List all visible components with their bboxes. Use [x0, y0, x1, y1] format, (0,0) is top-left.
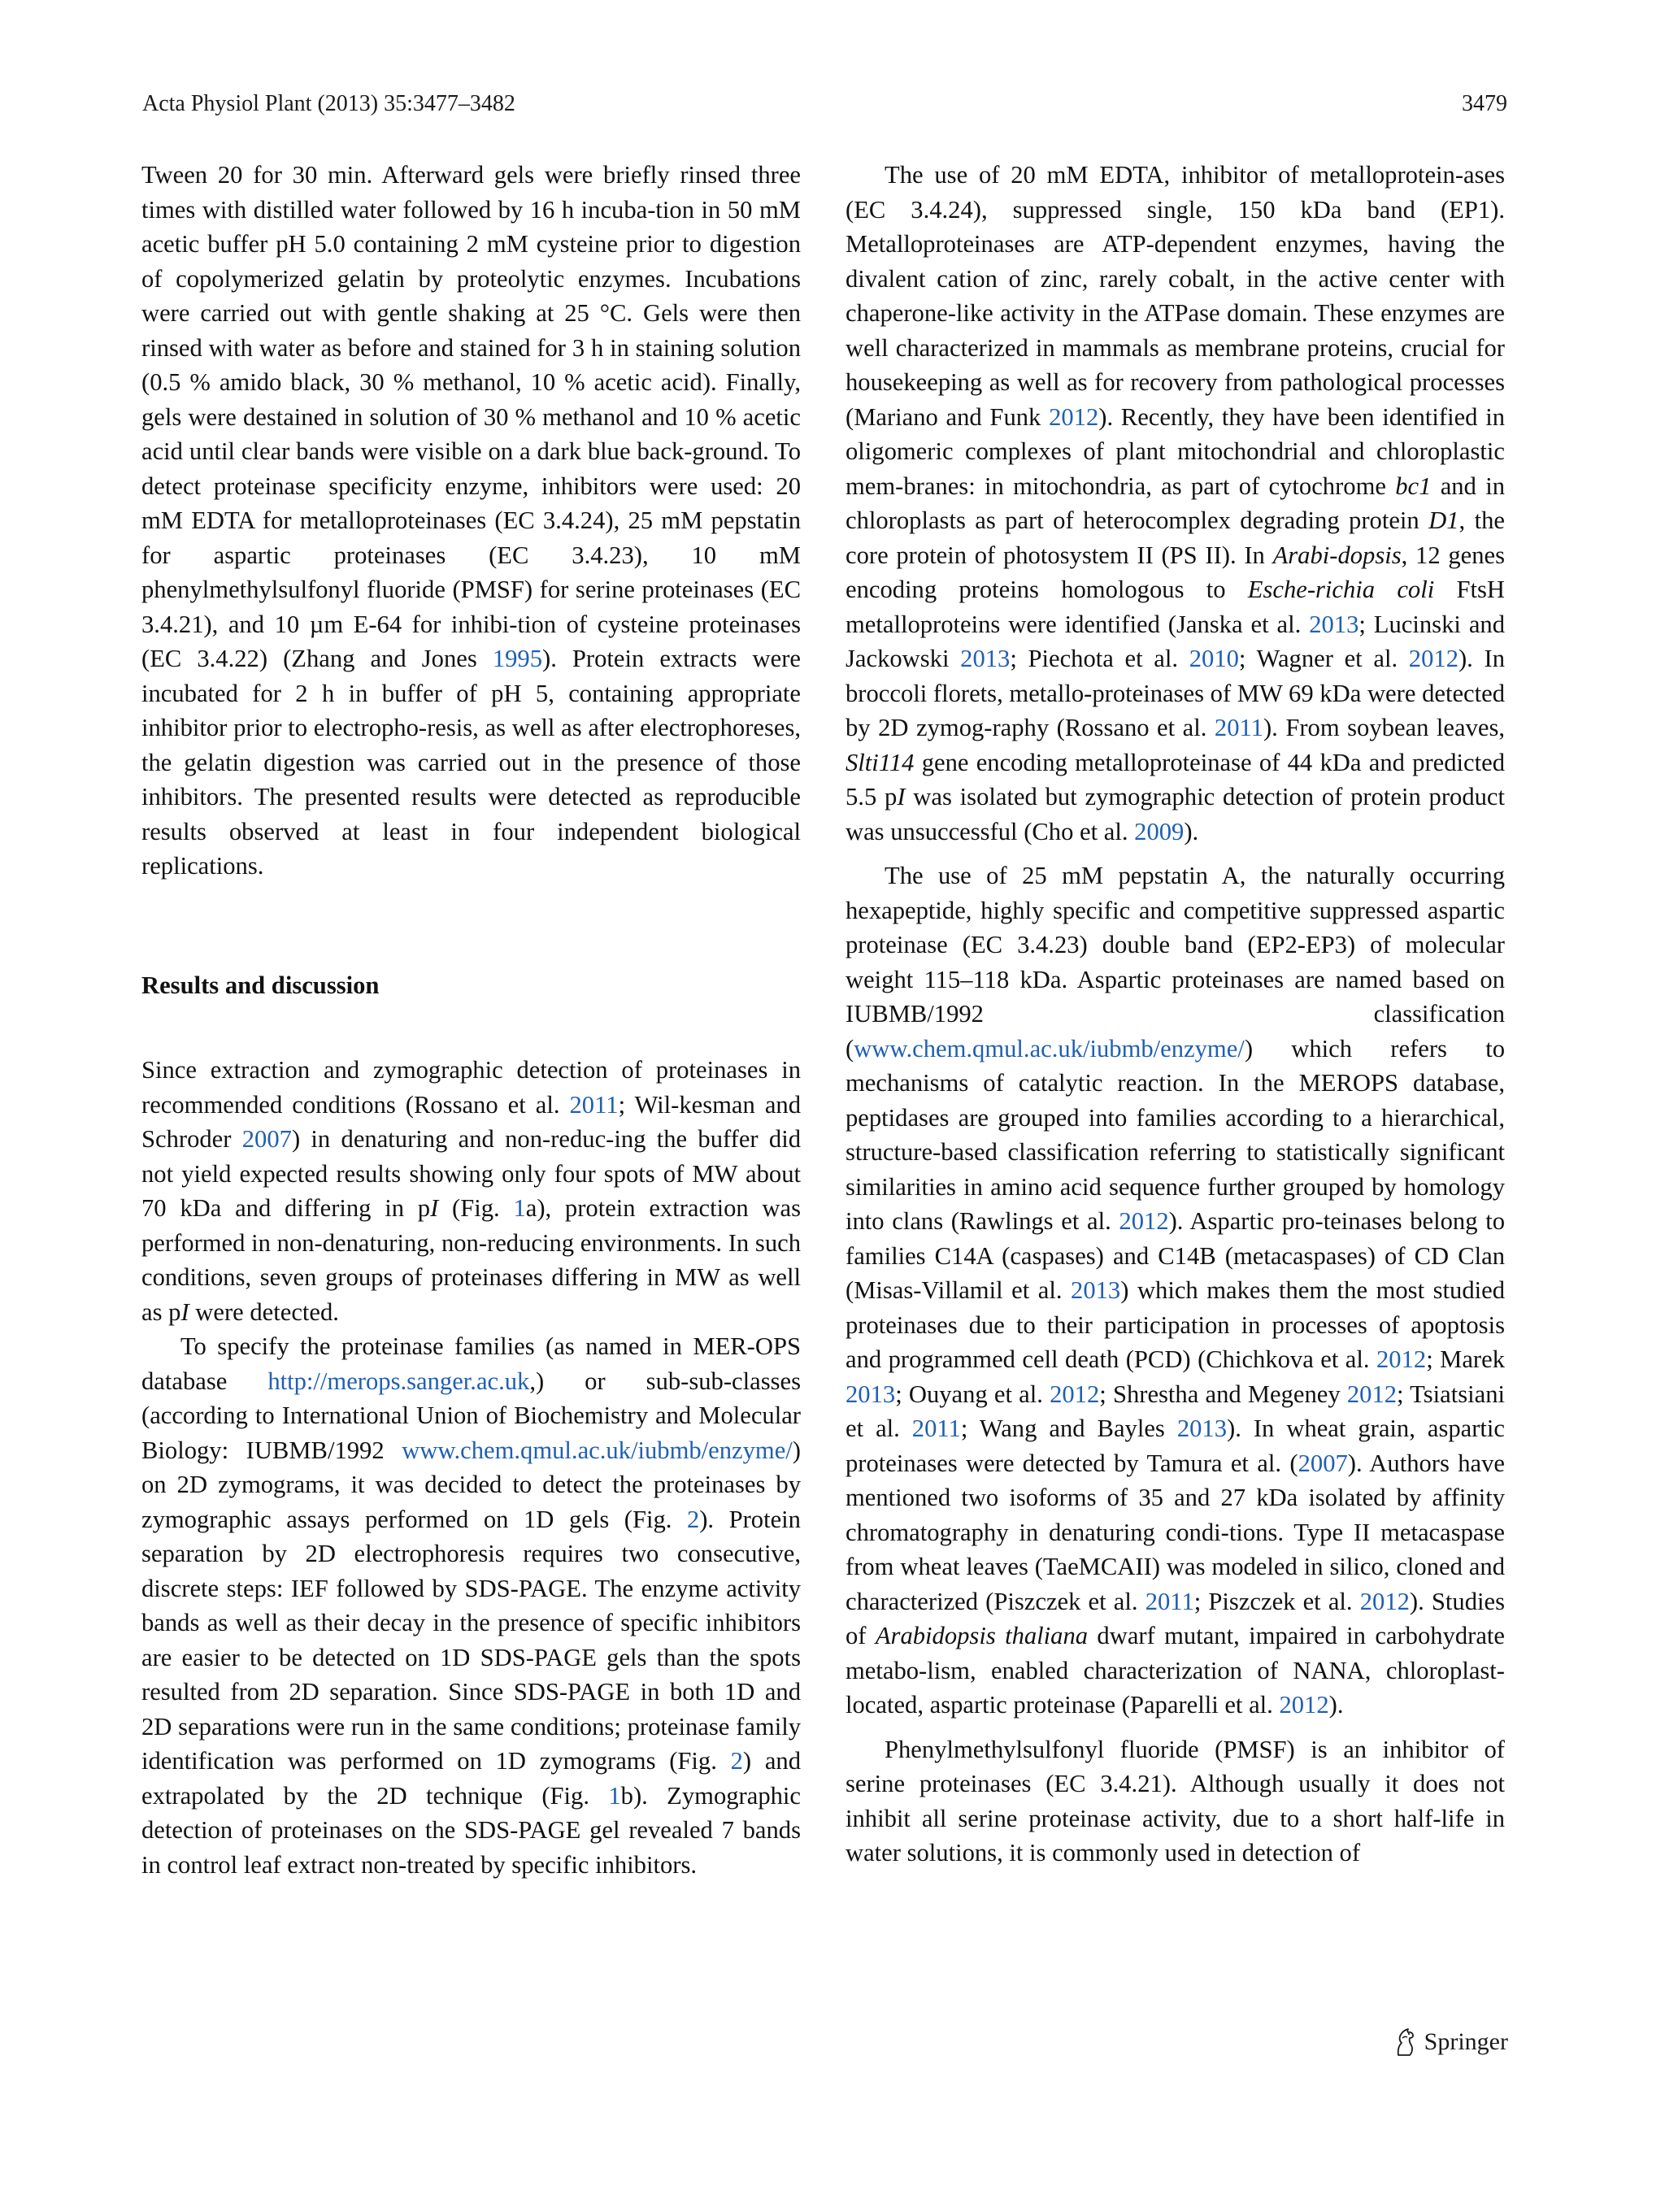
text-run: (Fig.	[438, 1194, 514, 1222]
figure-link[interactable]: 1	[608, 1781, 621, 1810]
text-run: was isolated but zymographic detection of protein product was unsuccessful (Cho et al.	[846, 783, 1506, 845]
journal-reference: Acta Physiol Plant (2013) 35:3477–3482	[142, 91, 515, 116]
text-run: ) on 2D zymograms, it was decided to detect the proteinases by zymographic assays performed on 1D gels (Fig.	[141, 1436, 801, 1533]
italic-term: Arabi-dopsis	[1272, 541, 1402, 569]
citation-link[interactable]: 1995	[492, 645, 542, 672]
italic-term: bc1	[1395, 472, 1432, 500]
pmsf-paragraph	[846, 1732, 1505, 1871]
citation-link[interactable]: 2012	[1119, 1207, 1169, 1235]
text-run: ; Wagner et al.	[1238, 645, 1409, 672]
text-run: ). Protein separation by 2D electrophoresis requires two consecutive, discrete steps: IEF followed by SDS-PAGE. The enzyme activity bands as well as their decay in the presence of specific inhibitors are easier to be detected on 1D SDS-PAGE gels than the spots resulted from 2D separation. Since SDS-PAGE in both 1D and 2D separations were run in the same conditions; proteinase family identification was performed on 1D zymograms (Fig.	[141, 1505, 801, 1775]
text-run: ) in denaturing and non-reduc-ing the buffer did not yield expected results showing only four spots of MW about 70 kDa and differing in p	[141, 1125, 801, 1222]
italic-term: I	[897, 783, 906, 810]
citation-link[interactable]: 2012	[1359, 1587, 1410, 1615]
text-run: ; Ouyang et al.	[895, 1380, 1050, 1408]
italic-term: Slti114	[846, 748, 915, 776]
text-run: To specify the proteinase families (as named in MER-OPS database	[141, 1332, 801, 1395]
figure-link[interactable]: 1	[513, 1194, 526, 1222]
page-number: 3479	[1462, 91, 1507, 116]
citation-link[interactable]: 2012	[1376, 1345, 1427, 1373]
citation-link[interactable]: 2011	[1214, 714, 1263, 741]
text-run: ; Lucinski and Jackowski	[846, 610, 1505, 672]
section-heading: Results and discussion	[141, 971, 380, 999]
citation-link[interactable]: 2007	[1298, 1449, 1348, 1477]
text-run: ).	[1328, 1691, 1344, 1719]
text-run: gene encoding metalloproteinase of 44 kDa and predicted 5.5 p	[846, 748, 1505, 810]
citation-link[interactable]: 2013	[960, 645, 1011, 672]
text-run: ; Shrestha and Megeney	[1099, 1380, 1347, 1408]
publisher-name: Springer	[1424, 2028, 1508, 2055]
text-run: The use of 25 mM pepstatin A, the naturally occurring hexapeptide, highly specific and competitive suppressed aspartic proteinase (EC 3.4.23) double band (EP2-EP3) of molecular weight 115–118 kDa. Aspartic proteinases are named based on IUBMB/1992 classification (	[846, 862, 1505, 1063]
methods-paragraph	[141, 158, 801, 884]
right-column	[846, 158, 1505, 1871]
text-run: ). In broccoli florets, metallo-proteinases of MW 69 kDa were detected by 2D zymog-raphy (Rossano et al.	[846, 645, 1505, 741]
italic-term: Esche-richia coli	[1247, 576, 1435, 603]
text-run: ,) or sub-sub-classes (according to International Union of Biochemistry and Molecular Biology: IUBMB/1992	[141, 1367, 801, 1464]
citation-link[interactable]: 2012	[1279, 1691, 1329, 1719]
edta-paragraph	[846, 158, 1505, 849]
publisher-logo	[1392, 2024, 1508, 2060]
text-run: , the core protein of photosystem II (PS II). In	[846, 506, 1505, 569]
citation-link[interactable]: 2011	[1145, 1587, 1194, 1615]
left-column	[141, 158, 801, 1882]
text-run: Phenylmethylsulfonyl fluoride (PMSF) is an inhibitor of serine proteinases (EC 3.4.21). Although usually it does not inhibit all serine proteinase activity, due to a short half-life in water solutions, it is commonly used in detection of	[846, 1735, 1505, 1867]
citation-link[interactable]: 2009	[1134, 817, 1185, 845]
italic-term: Arabidopsis thaliana	[875, 1622, 1089, 1649]
citation-link[interactable]: 2012	[1050, 1380, 1100, 1408]
italic-term: I	[180, 1297, 189, 1326]
citation-link[interactable]: 2011	[569, 1090, 619, 1119]
text-run: dwarf mutant, impaired in carbohydrate metabo-lism, enabled characterization of NANA, chloroplast-located, aspartic proteinase (Paparelli et al.	[846, 1622, 1505, 1719]
text-run: FtsH metalloproteins were identified (Janska et al.	[846, 576, 1505, 638]
text-run: ). Authors have mentioned two isoforms of 35 and 27 kDa isolated by affinity chromatography in denaturing condi-tions. Type II metacaspase from wheat leaves (TaeMCAII) was modeled in silico, cloned and characterized (Piszczek et al.	[846, 1449, 1505, 1615]
results-paragraph-1	[141, 1053, 801, 1329]
text-run: ). From soybean leaves,	[1263, 714, 1506, 741]
text-run: ). Aspartic pro-teinases belong to families C14A (caspases) and C14B (metacaspases) of CD Clan (Misas-Villamil et al.	[846, 1207, 1505, 1304]
figure-link[interactable]: 2	[730, 1747, 743, 1775]
citation-link[interactable]: 2012	[1408, 645, 1459, 672]
text-run: ; Wil-kesman and Schroder	[141, 1090, 801, 1153]
text-run: ; Marek	[1426, 1345, 1505, 1373]
text-run: The use of 20 mM EDTA, inhibitor of metalloprotein-ases (EC 3.4.24), suppressed single, 150 kDa band (EP1). Metalloproteinases are ATP-dependent enzymes, having the divalent cation of zinc, rarely cobalt, in the active center with chaperone-like activity in the ATPase domain. These enzymes are well characterized in mammals as membrane proteins, crucial for housekeeping as well as for recovery from pathological processes (Mariano and Funk	[846, 161, 1505, 431]
citation-link[interactable]: 2012	[1049, 402, 1099, 431]
text-run: ). Studies of	[846, 1587, 1505, 1649]
citation-link[interactable]: 2013	[1071, 1276, 1121, 1304]
text-run: ) which refers to mechanisms of catalytic reaction. In the MEROPS database, peptidases are grouped into families according to a hierarchical, structure-based classification referring to statistically significant similarities in amino acid sequence further grouped by homology into clans (Rawlings et al.	[846, 1034, 1505, 1235]
text-run: , 12 genes encoding proteins homologous to	[846, 541, 1505, 603]
text-run: Tween 20 for 30 min. Afterward gels were briefly rinsed three times with distilled water followed by 16 h incuba-tion in 50 mM acetic buffer pH 5.0 containing 2 mM cysteine prior to digestion of copolymerized gelatin by proteolytic enzymes. Incubations were carried out with gentle shaking at 25 °C. Gels were then rinsed with water as before and stained for 3 h in staining solution (0.5 % amido black, 30 % methanol, 10 % acetic acid). Finally, gels were destained in solution of 30 % methanol and 10 % acetic acid until clear bands were visible on a dark blue back-ground. To detect proteinase specificity enzyme, inhibitors were used: 20 mM EDTA for metalloproteinases (EC 3.4.24), 25 mM pepstatin for aspartic proteinases (EC 3.4.23), 10 mM phenylmethylsulfonyl fluoride (PMSF) for serine proteinases (EC 3.4.21), and 10 µm E-64 for inhibi-tion of cysteine proteinases (EC 3.4.22) (Zhang and Jones	[141, 161, 801, 672]
italic-term: D1	[1428, 506, 1459, 534]
pepstatin-paragraph	[846, 858, 1505, 1723]
citation-link[interactable]: 2011	[911, 1415, 961, 1442]
text-run: b). Zymographic detection of proteinases on the SDS-PAGE gel revealed 7 bands in control leaf extract non-treated by specific inhibitors.	[141, 1781, 801, 1879]
citation-link[interactable]: 2012	[1346, 1380, 1398, 1408]
citation-link[interactable]: 2013	[1176, 1415, 1228, 1442]
text-run: ). In wheat grain, aspartic proteinases were detected by Tamura et al. (	[846, 1415, 1505, 1477]
citation-link[interactable]: 2013	[1309, 610, 1359, 638]
citation-link[interactable]: 2013	[846, 1380, 896, 1408]
text-run: a), protein extraction was performed in non-denaturing, non-reducing environments. In such conditions, seven groups of proteinases differing in MW as well as p	[141, 1194, 801, 1326]
iubmb-url-link[interactable]: www.chem.qmul.ac.uk/iubmb/enzyme/	[402, 1436, 793, 1464]
springer-horse-icon	[1392, 2027, 1418, 2058]
italic-term: I	[430, 1194, 439, 1222]
text-run: and in chloroplasts as part of heterocomplex degrading protein	[846, 472, 1505, 534]
text-run: ) and extrapolated by the 2D technique (Fig.	[141, 1747, 801, 1810]
text-run: ; Tsiatsiani et al.	[846, 1380, 1505, 1442]
text-run: ). Protein extracts were incubated for 2 h in buffer of pH 5, containing appropriate inhibitor prior to electropho-resis, as well as after electrophoreses, the gelatin digestion was carried out in the presence of those inhibitors. The presented results were detected as reproducible results observed at least in four independent biological replications.	[141, 645, 801, 880]
results-paragraph-2	[141, 1329, 801, 1882]
figure-link[interactable]: 2	[686, 1505, 700, 1533]
text-run: were detected.	[189, 1297, 339, 1326]
citation-link[interactable]: 2010	[1189, 645, 1239, 672]
text-run: ) which makes them the most studied proteinases due to their participation in processes of apoptosis and programmed cell death (PCD) (Chichkova et al.	[846, 1276, 1505, 1373]
text-run: ; Wang and Bayles	[960, 1415, 1177, 1442]
text-run: ; Piechota et al.	[1010, 645, 1189, 672]
iubmb-url-link[interactable]: www.chem.qmul.ac.uk/iubmb/enzyme/	[854, 1034, 1245, 1063]
text-run: ; Piszczek et al.	[1193, 1587, 1360, 1615]
citation-link[interactable]: 2007	[241, 1125, 292, 1153]
merops-url-link[interactable]: http://merops.sanger.ac.uk	[267, 1367, 530, 1395]
text-run: Since extraction and zymographic detection of proteinases in recommended conditions (Rossano et al.	[141, 1056, 801, 1119]
text-run: ).	[1184, 817, 1199, 845]
text-run: ). Recently, they have been identified in oligomeric complexes of plant mitochondrial and chloroplastic mem-branes: in mitochondria, as part of cytochrome	[846, 402, 1505, 500]
